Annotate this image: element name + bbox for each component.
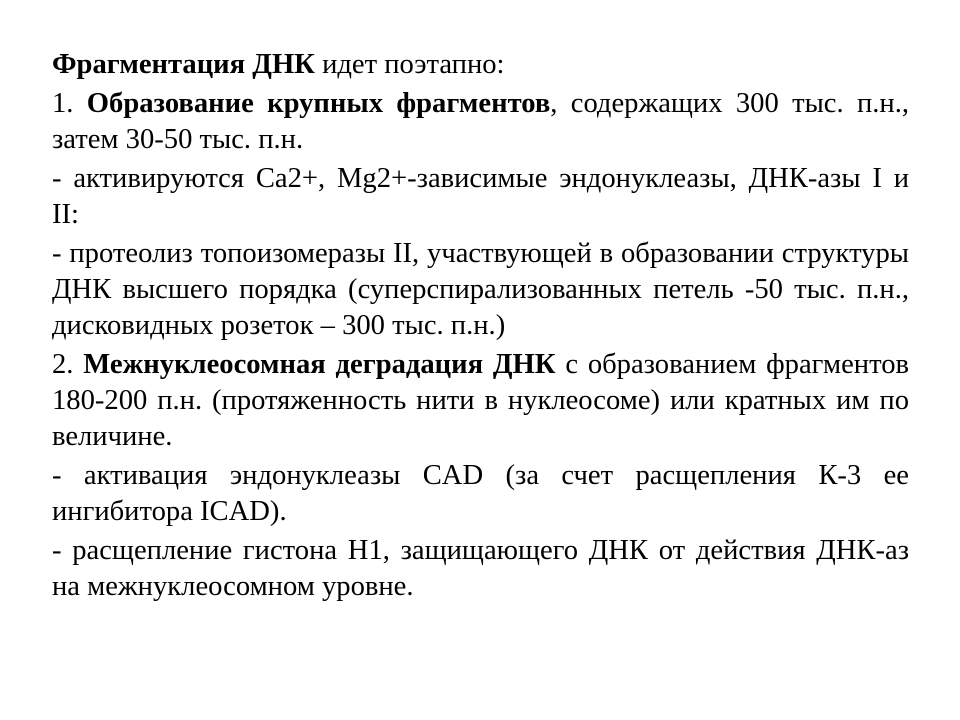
heading-paragraph	[52, 47, 909, 83]
slide-content	[52, 47, 909, 608]
heading-bold: Фрагментация ДНК	[52, 49, 315, 80]
stage1-number: 1.	[52, 88, 87, 119]
stage1-paragraph	[52, 86, 909, 158]
stage1-item-2: - протеолиз топоизомеразы II, участвующей в образовании структуры ДНК высшего порядка (суперспирализованных петель -50 тыс. п.н., дисковидных розеток – 300 тыс. п.н.)	[52, 238, 909, 341]
stage2-paragraph	[52, 347, 909, 455]
stage2-item-2: - расщепление гистона Н1, защищающего ДНК от действия ДНК-аз на межнуклеосомном уровне.	[52, 535, 909, 602]
stage2-number: 2.	[52, 349, 84, 380]
stage2-item-1: - активация эндонуклеазы CAD (за счет расщепления К-3 ее ингибитора ICAD).	[52, 460, 909, 527]
stage1-bold: Образование крупных фрагментов	[86, 88, 551, 119]
stage1-rest: , содержащих 300 тыс. п.н., затем 30-50 тыс. п.н.	[52, 88, 910, 155]
stage2-bold: Межнуклеосомная деградация ДНК	[83, 349, 556, 380]
heading-rest: идет поэтапно:	[314, 49, 505, 80]
stage2-rest: с образованием фрагментов 180-200 п.н. (протяженность нити в нуклеосоме) или кратных им по величине.	[52, 349, 909, 452]
stage1-item-1: - активируются Са2+, Mg2+-зависимые эндонуклеазы, ДНК-азы I и II:	[52, 163, 909, 230]
